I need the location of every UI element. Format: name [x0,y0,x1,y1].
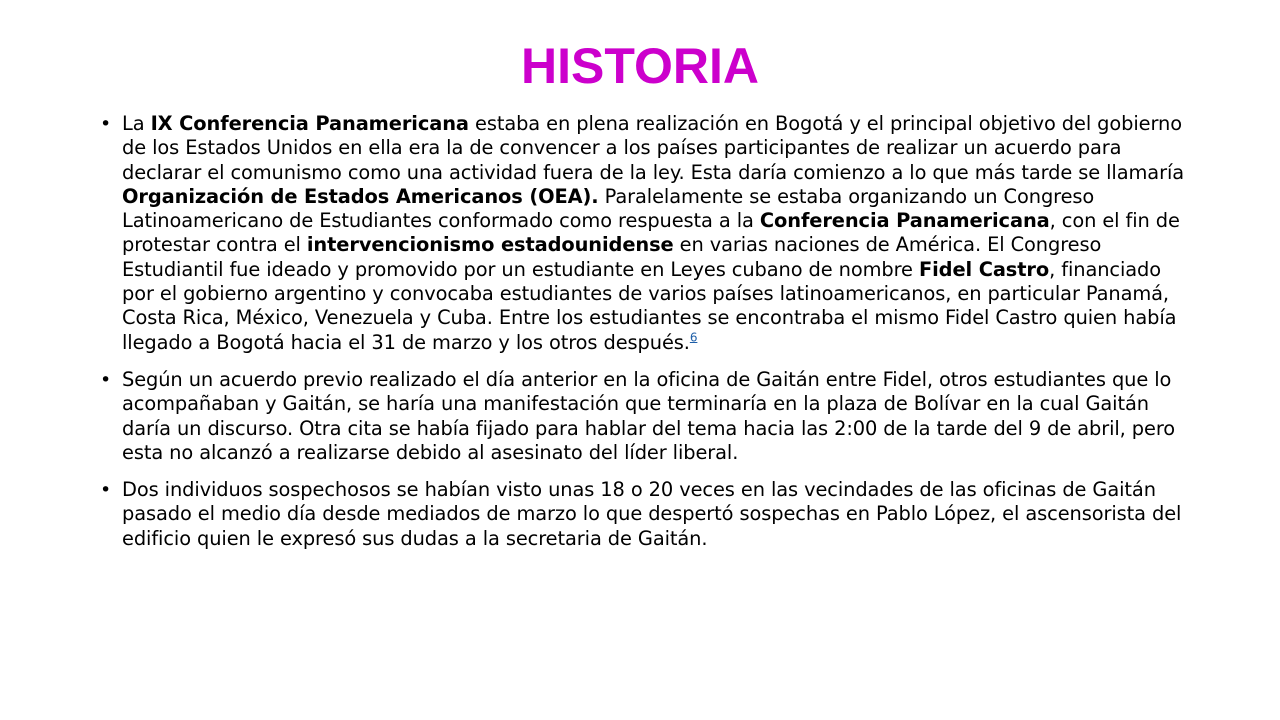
paragraph-text: Dos individuos sospechosos se habían visto unas 18 o 20 veces en las vecindades de las oficinas de Gaitán pasado el medio día desde mediados de marzo lo que despertó sospechas en Pablo López, el ascensorista del edificio quien le expresó sus dudas a la secretaria de Gaitán. [122,478,1182,550]
citation-link[interactable]: 6 [689,330,698,345]
bullet-marker: • [100,479,112,502]
paragraph-text: Paralelamente se estaba organizando un Congreso Latinoamericano de Estudiantes conformado como respuesta a la [122,184,1095,233]
paragraph-text: La [122,112,151,135]
paragraph-text: en varias naciones de América. El Congreso Estudiantil fue ideado y promovido por un estudiante en Leyes cubano de nombre [122,233,1102,281]
paragraph-text: , financiado por el gobierno argentino y convocaba estudiantes de varios países latinoamericanos, en particular Panamá, Costa Rica, México, Venezuela y Cuba. Entre los estudiantes se encontraba el mismo Fidel Castro quien había llegado a Bogotá hacia el 31 de marzo y los otros después. [122,257,1177,354]
bullet-item-sospechosos [100,478,1190,551]
bullet-marker: • [100,368,112,391]
bullet-item-acuerdo [100,368,1190,465]
bold-phrase: Organización de Estados Americanos (OEA). [122,184,599,208]
bullet-marker: • [100,113,112,135]
bold-phrase: IX Conferencia Panamericana [150,112,469,135]
paragraph-text: , con el fin de protestar contra el [122,209,1180,257]
bold-phrase: Fidel Castro [918,257,1050,281]
bold-phrase: intervencionismo estadounidense [306,233,674,257]
bullet-list [100,112,1190,551]
bullet-item-conferencia [100,112,1190,355]
paragraph-text: estaba en plena realización en Bogotá y el principal objetivo del gobierno de los Estados Unidos en ella era la de convencer a los países participantes de realizar un acuerdo para declarar el comunismo como una actividad fuera de la ley. Esta daría comienzo a lo que más tarde se llamaría [122,112,1185,184]
slide-title: HISTORIA [521,38,759,94]
paragraph-text: Según un acuerdo previo realizado el día anterior en la oficina de Gaitán entre Fidel, otros estudiantes que lo acompañaban y Gaitán, se haría una manifestación que terminaría en la plaza de Bolívar en la cual Gaitán daría un discurso. Otra cita se había fijado para hablar del tema hacia las 2:00 de la tarde del 9 de abril, pero esta no alcanzó a realizarse debido al asesinato del líder liberal. [122,367,1176,464]
bold-phrase: Conferencia Panamericana [759,209,1050,233]
